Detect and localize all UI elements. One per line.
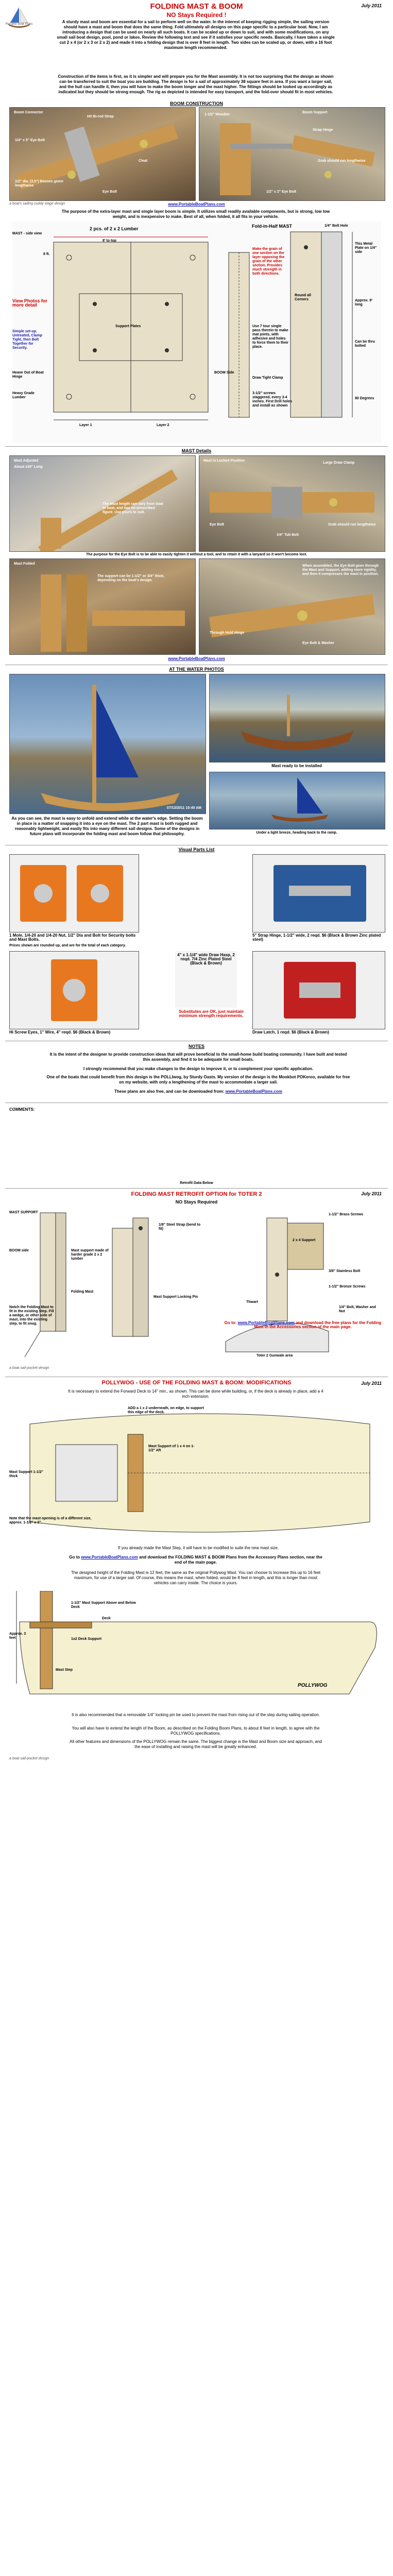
mast-ready-photo (209, 674, 385, 762)
eye-bolt-photo (199, 558, 385, 655)
folding-mast-label: Folding Mast (71, 1290, 94, 1294)
under-boom-paragraph: The purpose of the extra-layer mast and single layer boom is simple. It utilizes small readily available components, but is strong, low low weight, and is inexpensive to make. Best of all, when folded, it all fits in your vehicle. (61, 209, 330, 219)
comments-label: COMMENTS: (9, 1107, 35, 1112)
eye-washer-label: Eye Bolt & Washer (302, 641, 334, 645)
page-title: FOLDING MAST & BOOM (150, 2, 243, 11)
two-pcs-label: 2 pcs. of 2 x 2 Lumber (90, 226, 139, 231)
can-be-label: Can be thru bolted (355, 340, 375, 348)
deck-mast-support-label: Mast Support of 1 x 4 on 1-1/2" Aft (148, 1445, 195, 1452)
light-breeze-caption: Under a light breeze, heading back to the ramp. (256, 831, 337, 835)
deck-label: Deck (102, 1617, 111, 1620)
mast-folded-label: Mast Folded (14, 562, 35, 566)
url-link-5[interactable]: www.PortableBoatPlans.com (81, 1555, 138, 1560)
pollywog-caption: a boat sail-pocket design (9, 1757, 49, 1760)
boom-construction-heading: BOOM CONSTRUCTION (170, 101, 223, 106)
when-assembled-note: When assembled, the Eye Bolt goes through the Mast and Support, adding more rigidity, and then it compresses the mast in position. (302, 564, 379, 576)
boom-left-slot: 1/2" dia. (3.5") Bosses given lengthwise (15, 180, 63, 188)
layer2-label: Layer 2 (157, 423, 169, 427)
intro-paragraph: A sturdy mast and boom are essential for a sail to perform well on the water. In the interest of keeping rigging simple, the sailing version should have a mast and boom that does the same thing. Fold ultimately all designs on this page specific to a particular boat. Now, I am introducing a design that can be used on nearly all such boats. It can be scaled up or down to suit, and with some modifications, on any small sail boat design, pool, pond or lakes. Review the following text and see if it satisfies your specific needs. Basically, I have taken a single cut 2 x 4 (or 2 x 3 or 2 x 2) and made it into a folding design that is over 8 feet in length. Two sides can be scaled up, or down, with a 16 foot maximum length recommended. (57, 20, 335, 50)
about-label: About 140° Long (14, 465, 43, 469)
support-2x4-label: 2 x 4 Support (293, 1239, 316, 1242)
boom-side-tag: BOOM Side (214, 371, 234, 375)
strap-hinge-photo (252, 854, 385, 933)
url-link-2[interactable]: www.PortableBoatPlans.com (168, 656, 225, 661)
add-support-note: ADD a 1 x 2 underneath, on edge, to support this edge of the deck. (128, 1406, 204, 1414)
screw-eyes-caption: Hi Screw Eyes, 1" Wire, 4" reqd. $6 (Black & Brown) (9, 1030, 111, 1035)
water-photos-heading: AT THE WATER PHOTOS (169, 667, 224, 672)
deck-beam-label: 1x2 Deck Support (71, 1637, 102, 1641)
draw-tight-label: Draw Tight Clamp (252, 376, 283, 380)
parts-right-caption: 5" Strap Hinge, 1-1/2" wide, 2 reqd. $6 (Black & Brown Zinc plated steel) (252, 933, 381, 942)
eye-bolt-label: Eye Bolt (210, 523, 225, 527)
mast-step-label: Mast Step (56, 1668, 73, 1672)
url-link-3[interactable]: www.PortableBoatPlans.com (225, 1089, 283, 1094)
bolt-washer-label: 1/4" Bolt, Washer and Nut (339, 1306, 376, 1313)
round-corners-label: Round all Corners (295, 294, 311, 301)
steel-strap-label: 1/8" Steel Strap (bend to fit) (159, 1223, 201, 1231)
parts-left-caption: 1 Mole, 1/4-20 and 1/4-20 Nut, 1/2" Dia and Bolt for Security bolts and Mast Bolts. (9, 933, 136, 942)
draw-hasp-caption-box (175, 951, 237, 1008)
notch-note: Notch the Folding Mast to fit in the existing Step. Fill a wedge, or other side of mast, into the existing step, to fit snug. (9, 1306, 54, 1326)
mast-ready-caption: Mast ready to be installed (271, 764, 322, 768)
support-thickness-note: The support can be 1-1/2" or 3/4" thick, depending on the boat's design. (97, 574, 164, 582)
boom-length-note: You will also have to extend the length of the Boom, as described on the Folding Boom Plans, to about 8 feet in length, to agree with the POLLYWOG specifications. (72, 1726, 320, 1736)
boom-right-straps: Strap Hinge (313, 128, 333, 132)
parts-price-note: Prices shown are rounded up, and are for the total of each category. (9, 944, 126, 947)
boom-right-screw: 1-1/2" Wooden (204, 113, 230, 116)
locking-pin-label: Mast Support Locking Pin (153, 1295, 198, 1299)
screws-note: 3-1/2" screws staggered, every 3-4 inches. First Drill holes and install as shown (252, 392, 293, 408)
notes-p4: These plans are also free, and can be downloaded from: www.PortableBoatPlans.com (114, 1089, 283, 1094)
large-clamp-label: Large Draw Clamp (323, 461, 355, 465)
notes-p2: I strongly recommend that you make changes to the design to improve it, or to complement your specific application. (83, 1066, 314, 1071)
locking-pin-note: It is also recommended that a removable 1/4" locking pin be used to prevent the mast from rising out of the step during sailing operation. (72, 1713, 320, 1717)
mast-diagram (12, 222, 381, 443)
boom-left-bolt: Hit Bi-rod Strap (87, 115, 114, 118)
boom-right-tag: Boom Support (302, 111, 328, 114)
pollywog-name: POLLYWOG (298, 1683, 328, 1688)
boom-left-cleat: Cleat (139, 159, 148, 163)
photo-caption-tag: a boat's sailing cuddy stage design (9, 202, 65, 206)
metal-plate-label: This Metal Plate on 1/4" side (355, 242, 377, 254)
stainless-bolt-label: 3/8" Stainless Bolt (329, 1269, 361, 1273)
toter-label: Toter 2 Gunwale area (257, 1354, 293, 1358)
pollywog-top-diagram (9, 1403, 384, 1543)
hardware-photo-2 (9, 951, 139, 1029)
brass-screws-label: 1-1/2" Brass Screws (329, 1213, 364, 1216)
boom-side-label: BOOM side (9, 1249, 29, 1252)
tub-bolt-label: 1/4" Tub Bolt (277, 533, 299, 537)
pollywog-strap-note: If you already made the Mast Step, it will have to be modified to suite the new mast size. (117, 1546, 279, 1550)
retrofit-caption: a boat sail-pocket design (9, 1366, 49, 1370)
mast-length-note: The Mast length can vary from boat to boat, and has no prescribed figure. Use yours to suit. (102, 502, 163, 514)
deck-support-label: 1-1/2" Mast Support Above and Below Deck (71, 1601, 136, 1609)
water-paragraph: As you can see, the mast is easy to unfold and extend while at the water's edge. Setting the boom in place is a matter of snapping it into a eye on the mast. The 2 part mast is both rugged and reasonably lightweight, and easily fits into many different sail designs. Some of the designs in future plans will incorporate the folding mast and boom follow that philosophy. (11, 816, 203, 836)
retrofit-divider-label: Retrofit Data Below (180, 1181, 213, 1185)
pollywog-height-paragraph: The designed height of the Folding Mast is 12 feet, the same as the original Pollywog Mast. You can choose to increase this up to 16 feet maximum, for use of a larger sail. Of course, this means the mast, when folded, would be 8 feet in length, and this is longer than most vehicles can carry inside. The choice is yours. (71, 1570, 321, 1585)
light-breeze-photo (209, 772, 385, 829)
mast-opening-note: Note that the mast opening is of a different size, approx. 1-1/2" x 3". (9, 1517, 92, 1524)
mast-details-heading: MAST Details (181, 448, 212, 453)
boom-left-bolts: 1/4" x 5" Eye Bolt (15, 139, 45, 142)
mast-side-label: MAST - side view (12, 232, 42, 235)
boom-left-eye: Eye Bolt (102, 190, 117, 194)
retrofit-title: FOLDING MAST RETROFIT OPTION for TOTER 2 (131, 1191, 262, 1197)
retrofit-goto-note: Go to: www.PortableBoatPlans.com and download the free plans for the Folding Mast in the Accessories section of the main page. (224, 1320, 382, 1329)
bronze-screws-label: 1-1/2" Bronze Screws (329, 1285, 366, 1289)
construction-paragraph: Construction of the items is first, as it is simpler and will prepare you for the Mast assembly. It is not too surprising that the design as shown can be transferred to suit the boat you are building. The design is for a sail of approximately 38 square feet in area. If you want a larger sail, and the hull can handle it, then you will have to make the boom longer and the mast higher. The fittings should be looked up accordingly as indicated but they should be strong enough. The rig as depicted is intended for easy transport, and the fold-over should fit in most vehicles. (58, 74, 334, 94)
ninety-label: 90 Degrees (355, 397, 374, 400)
pollywog-intro: It is necessary to extend the Forward Deck to 14" min., as shown. This can be done while building, or, if the deck is already in place, add a 4 inch extension. (68, 1389, 323, 1399)
retrofit-diagram (9, 1208, 384, 1362)
mast-adjusted-label: Mast Adjusted (14, 459, 39, 463)
mast-locked-photo (199, 455, 385, 552)
divider (5, 446, 388, 447)
use-note: Use 7 tour single pass therein to make mat joints, with adhesive and holes to force them to their place. (252, 325, 289, 349)
view-photos-note: View Photos for more detail (12, 298, 47, 308)
mast-locked-label: Mast in Locked Position (203, 459, 245, 463)
approx-3-feet-label: Approx. 3 feet (9, 1632, 26, 1640)
parts-heading: Visual Parts List (178, 847, 215, 852)
fold-mast-label: Fold-in-Half MAST (252, 224, 292, 229)
simple-note: Simple set-up. Untreated, Clamp Tight, then Bolt Together for Security. (12, 330, 42, 350)
notes-p1: It is the intent of the designer to provide construction ideas that will prove beneficial to the small-home build boating community. I have built and tested this assembly, and find it to be adequate for small boats. (49, 1052, 347, 1062)
draw-latch-caption: Draw Latch, 1 reqd. $6 (Black & Brown) (252, 1030, 329, 1035)
date-label: July 2011 (361, 3, 382, 8)
notes-p3: One of the boats that could benefit from this design is the POLLIwog, by Sturdy Oasts. My version of the design is the Mookbot POKeroo, available for free on my website, with only a lengthening of the mast to accommodate a larger sail. (46, 1075, 350, 1084)
mast-raising-photo (9, 674, 206, 814)
through-hinge-label: Through Hold Hinge (210, 631, 245, 635)
layer1-label: Layer 1 (79, 423, 92, 427)
boom-connector-photo (9, 107, 196, 201)
heavy-lumber-label: Heavy Grade Lumber (12, 392, 35, 399)
url-link-4[interactable]: www.PortableBoatPlans.com (237, 1320, 295, 1325)
divider (5, 1188, 388, 1189)
grab-label: Grab should run lengthwise (328, 523, 376, 527)
retrofit-subtitle: NO Stays Required (175, 1199, 218, 1205)
mast-support-thick-label: Mast Support 1-1/2" thick (9, 1470, 43, 1478)
notes-heading: NOTES (188, 1044, 204, 1049)
support-plates-label: Support Plates (115, 325, 141, 328)
photo-timestamp: 07/13/2011 10:45 AM (166, 806, 201, 810)
url-link-1[interactable]: www.PortableBoatPlans.com (168, 202, 225, 207)
draw-hasp-caption: 4" x 1-1/4" wide Draw Hasp, 2 reqd. 7/4 Zinc Plated Steel (Black & Brown) (177, 953, 235, 965)
grain-note: Make the grain of one section on the layer opposing the grain of the other section. Provides much strength in both directions. (252, 247, 285, 276)
substitutes-note: Substitutes are OK, just maintain minimum strength requirements. (179, 1009, 244, 1018)
heave-out-label: Heave Out of Boat Hinge (12, 371, 44, 379)
boom-right-hinge: Grab should run lengthwise (318, 159, 366, 163)
boom-right-bottom: 1/2" x 2" Eye Bolt (266, 190, 296, 194)
dimension-side: 8 ft. (43, 252, 50, 256)
pollywog-side-diagram (9, 1591, 384, 1709)
logo-text: Portable Boat Plans (5, 23, 33, 26)
pollywog-goto-note: Go to www.PortableBoatPlans.com and download the FOLDING MAST & BOOM Plans from the Accessory Plans section, near the end of the main page. (69, 1555, 322, 1565)
features-note: All other features and dimensions of the POLLYWOG remain the same. The biggest change is the Mast and Boom size and approach, and the ease of installing and raising the mast will be greatly enhanced. (70, 1739, 322, 1749)
page-subtitle: NO Stays Required ! (166, 11, 227, 19)
draw-latch-photo (252, 951, 385, 1029)
mast-adjusted-photo (9, 455, 196, 552)
mast-support-made-label: Mast support made of harder grade 2 x 2 lumber (71, 1249, 109, 1261)
dimension-top: 8' to top (102, 239, 116, 243)
pollywog-date: July 2011 (361, 1381, 382, 1386)
approx-label: Approx. 9' long (355, 299, 372, 307)
hardware-photo-1 (9, 854, 139, 933)
thwart-label: Thwart (246, 1300, 258, 1304)
pollywog-title: POLLYWOG - USE OF THE FOLDING MAST & BOOM: MODIFICATIONS (101, 1380, 292, 1386)
retrofit-date: July 2011 (361, 1191, 382, 1196)
boom-support-photo (199, 107, 385, 201)
mast-folded-photo (9, 558, 196, 655)
boom-left-tag: Boom Connector (14, 111, 43, 114)
bolt-purpose-note: The purpose for the Eye Bolt is to be able to easily tighten it without a tool, and to retain it with a lanyard so it won't become lost. (86, 553, 307, 556)
mast-support-label: MAST SUPPORT (9, 1211, 38, 1214)
bolt-hole-label: 1/4" Bolt Hole (324, 224, 348, 228)
